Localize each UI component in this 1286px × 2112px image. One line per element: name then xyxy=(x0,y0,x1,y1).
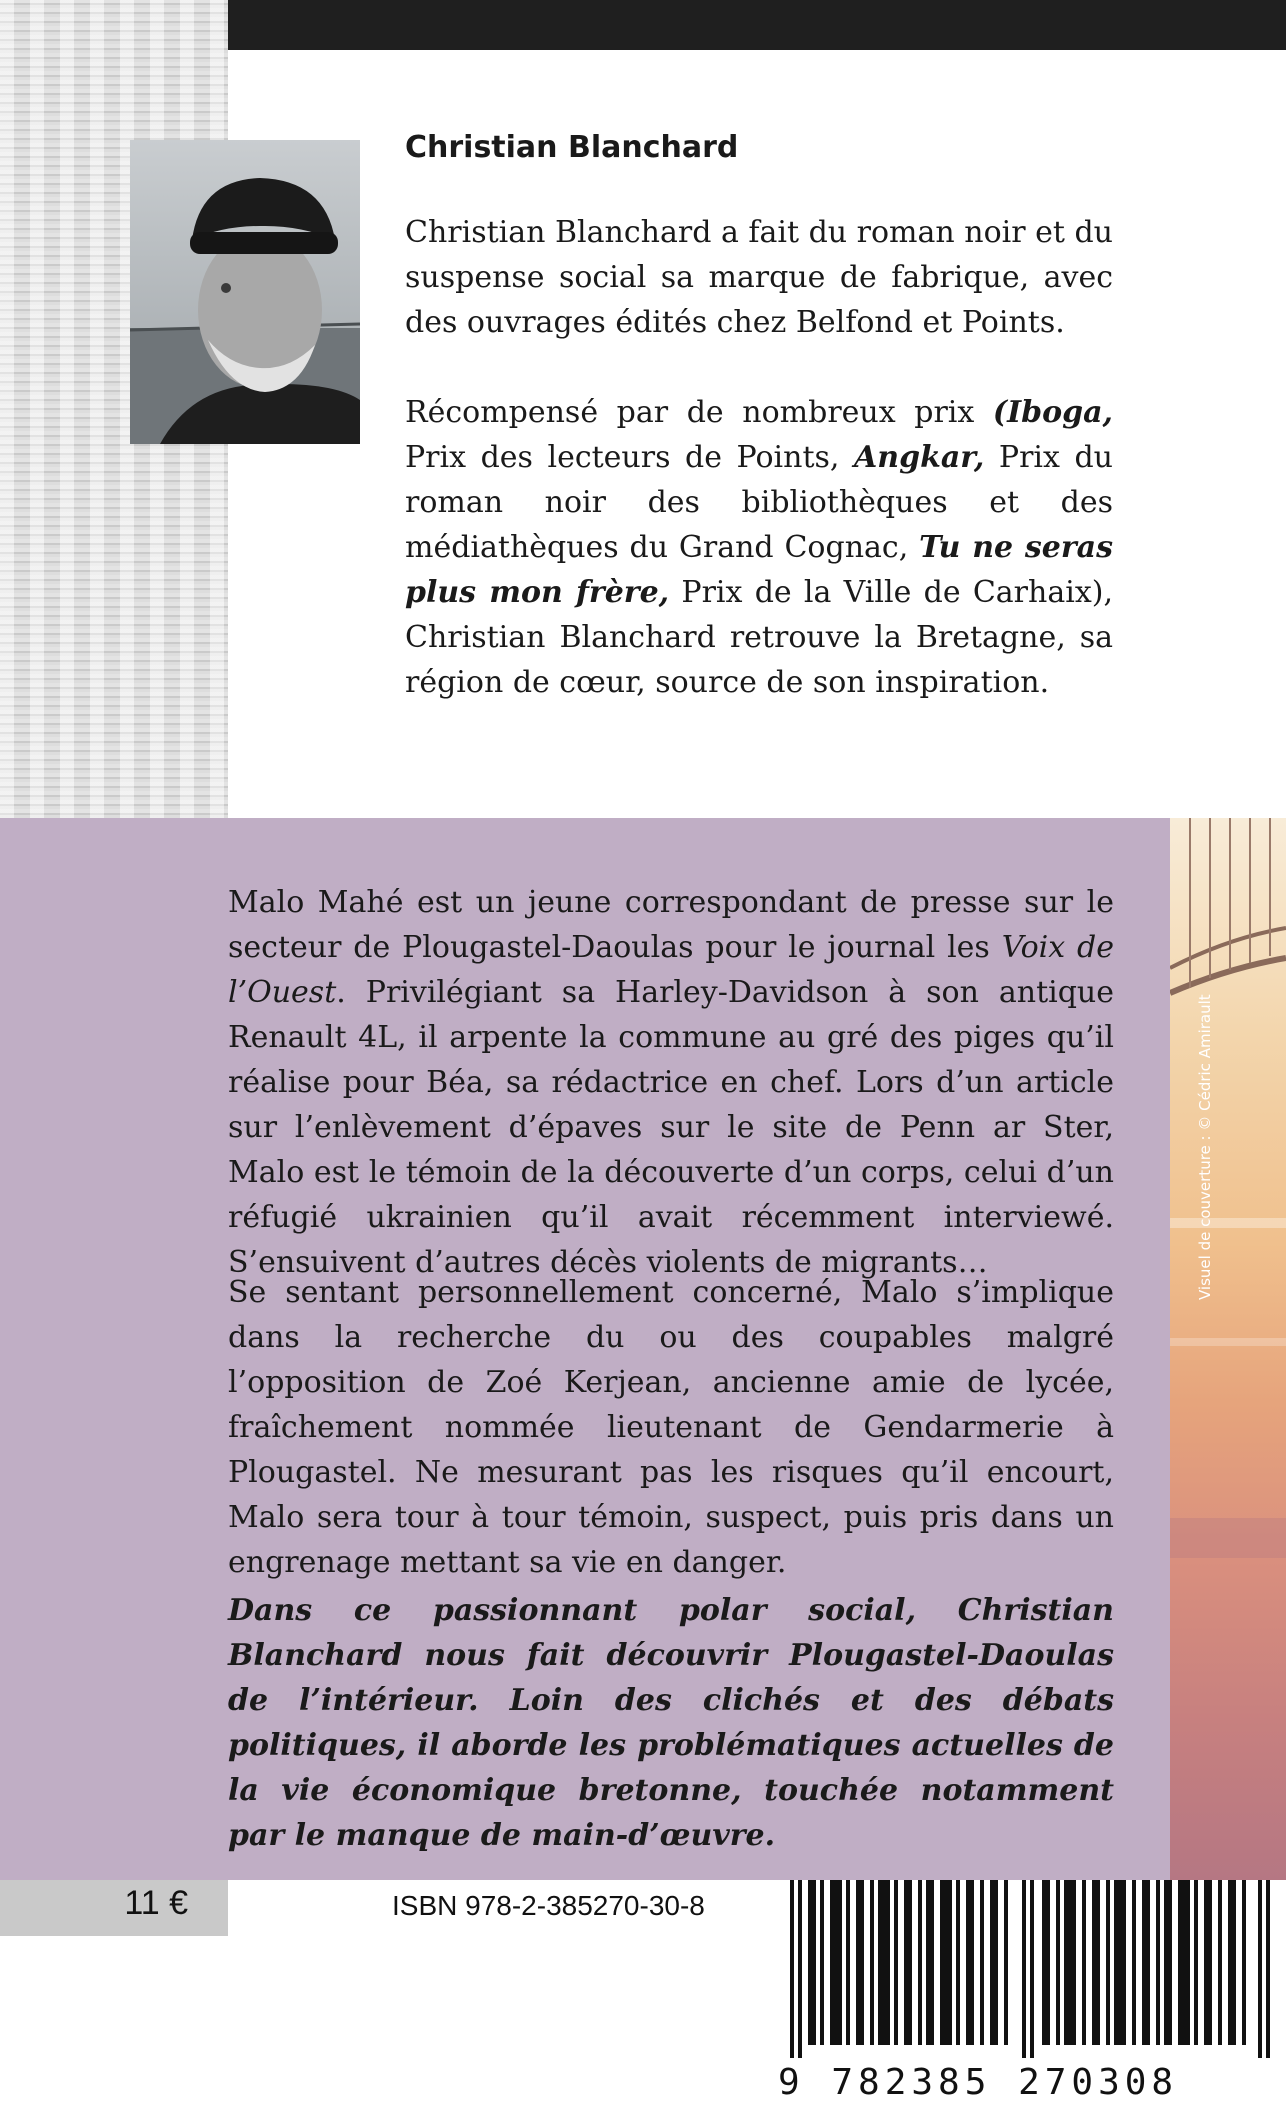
author-awards-paragraph: Récompensé par de nombreux prix (Iboga, Prix des lecteurs de Points, Angkar, Prix du roman noir des bibliothèques et des médiathèques du Grand Cognac, Tu ne seras plus mon frère, Prix de la Ville de Carhaix), Christian Blanchard retrouve la Bretagne, sa région de cœur, source de son inspiration. xyxy=(405,395,1114,700)
summary-paragraph-3: Dans ce passionnant polar social, Christian Blanchard nous fait découvrir Plougastel-Daoulas de l’intérieur. Loin des clichés et des débats politiques, il aborde les problématiques actuelles de la vie économique bretonne, touchée notamment par le manque de main-d’œuvre. xyxy=(228,1593,1114,1853)
newspaper-title: Voix de l’Ouest xyxy=(228,930,1114,1010)
author-portrait xyxy=(130,140,360,444)
award-title-iboga: (Iboga, xyxy=(992,395,1113,430)
author-bio-paragraph: Christian Blanchard a fait du roman noir et du suspense social sa marque de fabrique, avec des ouvrages édités chez Belfond et Points. xyxy=(405,215,1113,340)
summary-paragraph-2: Se sentant personnellement concerné, Malo s’implique dans la recherche du ou des coupables malgré l’opposition de Zoé Kerjean, ancienne amie de lycée, fraîchement nommée lieutenant de Gendarmerie à Plougastel. Ne mesurant pas les risques qu’il encourt, Malo sera tour à tour témoin, suspect, puis pris dans un engrenage mettant sa vie en danger. xyxy=(228,1275,1114,1580)
price: 11 € xyxy=(124,1884,188,1922)
barcode-bars xyxy=(790,1880,1274,2058)
cover-credit: Visuel de couverture : © Cédric Amirault xyxy=(1196,994,1214,1300)
author-name: Christian Blanchard xyxy=(405,130,739,165)
barcode-digits: 9 782385 270308 xyxy=(778,2062,1179,2103)
top-dark-bar xyxy=(228,0,1286,50)
isbn-label: ISBN 978-2-385270-30-8 xyxy=(392,1890,705,1921)
cover-photo-strip xyxy=(1170,818,1286,1880)
summary-paragraph-1: Malo Mahé est un jeune correspondant de presse sur le secteur de Plougastel-Daoulas pour le journal les Voix de l’Ouest. Privilégiant sa Harley-Davidson à son antique Renault 4L, il arpente la commune au gré des piges qu’il réalise pour Béa, sa rédactrice en chef. Lors d’un article sur l’enlèvement d’épaves sur le site de Penn ar Ster, Malo est le témoin de la découverte d’un corps, celui d’un réfugié ukrainien qu’il avait récemment interviewé. S’ensuivent d’autres décès violents de migrants… xyxy=(228,885,1114,1280)
price-box xyxy=(0,1880,228,1936)
award-title-angkar: Angkar, xyxy=(854,440,985,475)
award-title-frere: Tu ne seras plus mon frère, xyxy=(405,530,1113,610)
barcode xyxy=(778,1880,1286,2112)
